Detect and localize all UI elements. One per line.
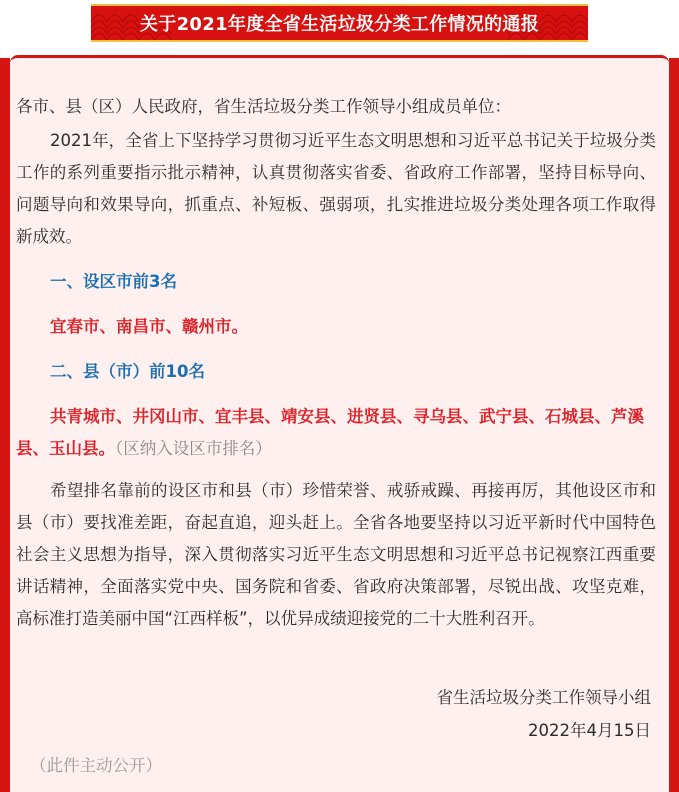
section-heading-counties: 二、县（市）前10名 — [50, 362, 205, 381]
public-disclosure-note: （此件主动公开） — [30, 756, 162, 775]
issue-date: 2022年4月15日 — [528, 721, 651, 740]
district-ranking-note: （区纳入设区市排名） — [115, 439, 272, 458]
title-banner — [91, 4, 588, 42]
issuer-signature: 省生活垃圾分类工作领导小组 — [436, 688, 651, 707]
notice-title: 关于2021年度全省生活垃圾分类工作情况的通报 — [140, 14, 539, 35]
right-frame-bar — [669, 58, 679, 792]
section-heading-cities: 一、设区市前3名 — [50, 272, 177, 291]
top-counties-block — [16, 401, 656, 465]
intro-paragraph: 2021年，全省上下坚持学习贯彻习近平生态文明思想和习近平总书记关于垃圾分类工作的系列重要指示批示精神，认真贯彻落实省委、省政府工作部署，坚持目标导向、问题导向和效果导向，抓重点、补短板、强弱项，扎实推进垃圾分类处理各项工作取得新成效。 — [16, 131, 656, 246]
top-cities-list: 宜春市、南昌市、赣州市。 — [50, 317, 248, 336]
left-frame-bar — [0, 58, 10, 792]
closing-paragraph: 希望排名靠前的设区市和县（市）珍惜荣誉、戒骄戒躁、再接再厉，其他设区市和县（市）要找准差距，奋起直追，迎头赶上。全省各地要坚持以习近平新时代中国特色社会主义思想为指导，深入贯彻落实习近平生态文明思想和习近平总书记视察江西重要讲话精神，全面落实党中央、国务院和省委、省政府决策部署，尽锐出战、攻坚克难，高标准打造美丽中国“江西样板”，以优异成绩迎接党的二十大胜利召开。 — [16, 481, 656, 628]
top-counties-list: 共青城市、井冈山市、宜丰县、靖安县、进贤县、寻乌县、武宁县、石城县、芦溪县、玉山县。 — [16, 407, 644, 458]
salutation: 各市、县（区）人民政府，省生活垃圾分类工作领导小组成员单位： — [16, 97, 511, 116]
